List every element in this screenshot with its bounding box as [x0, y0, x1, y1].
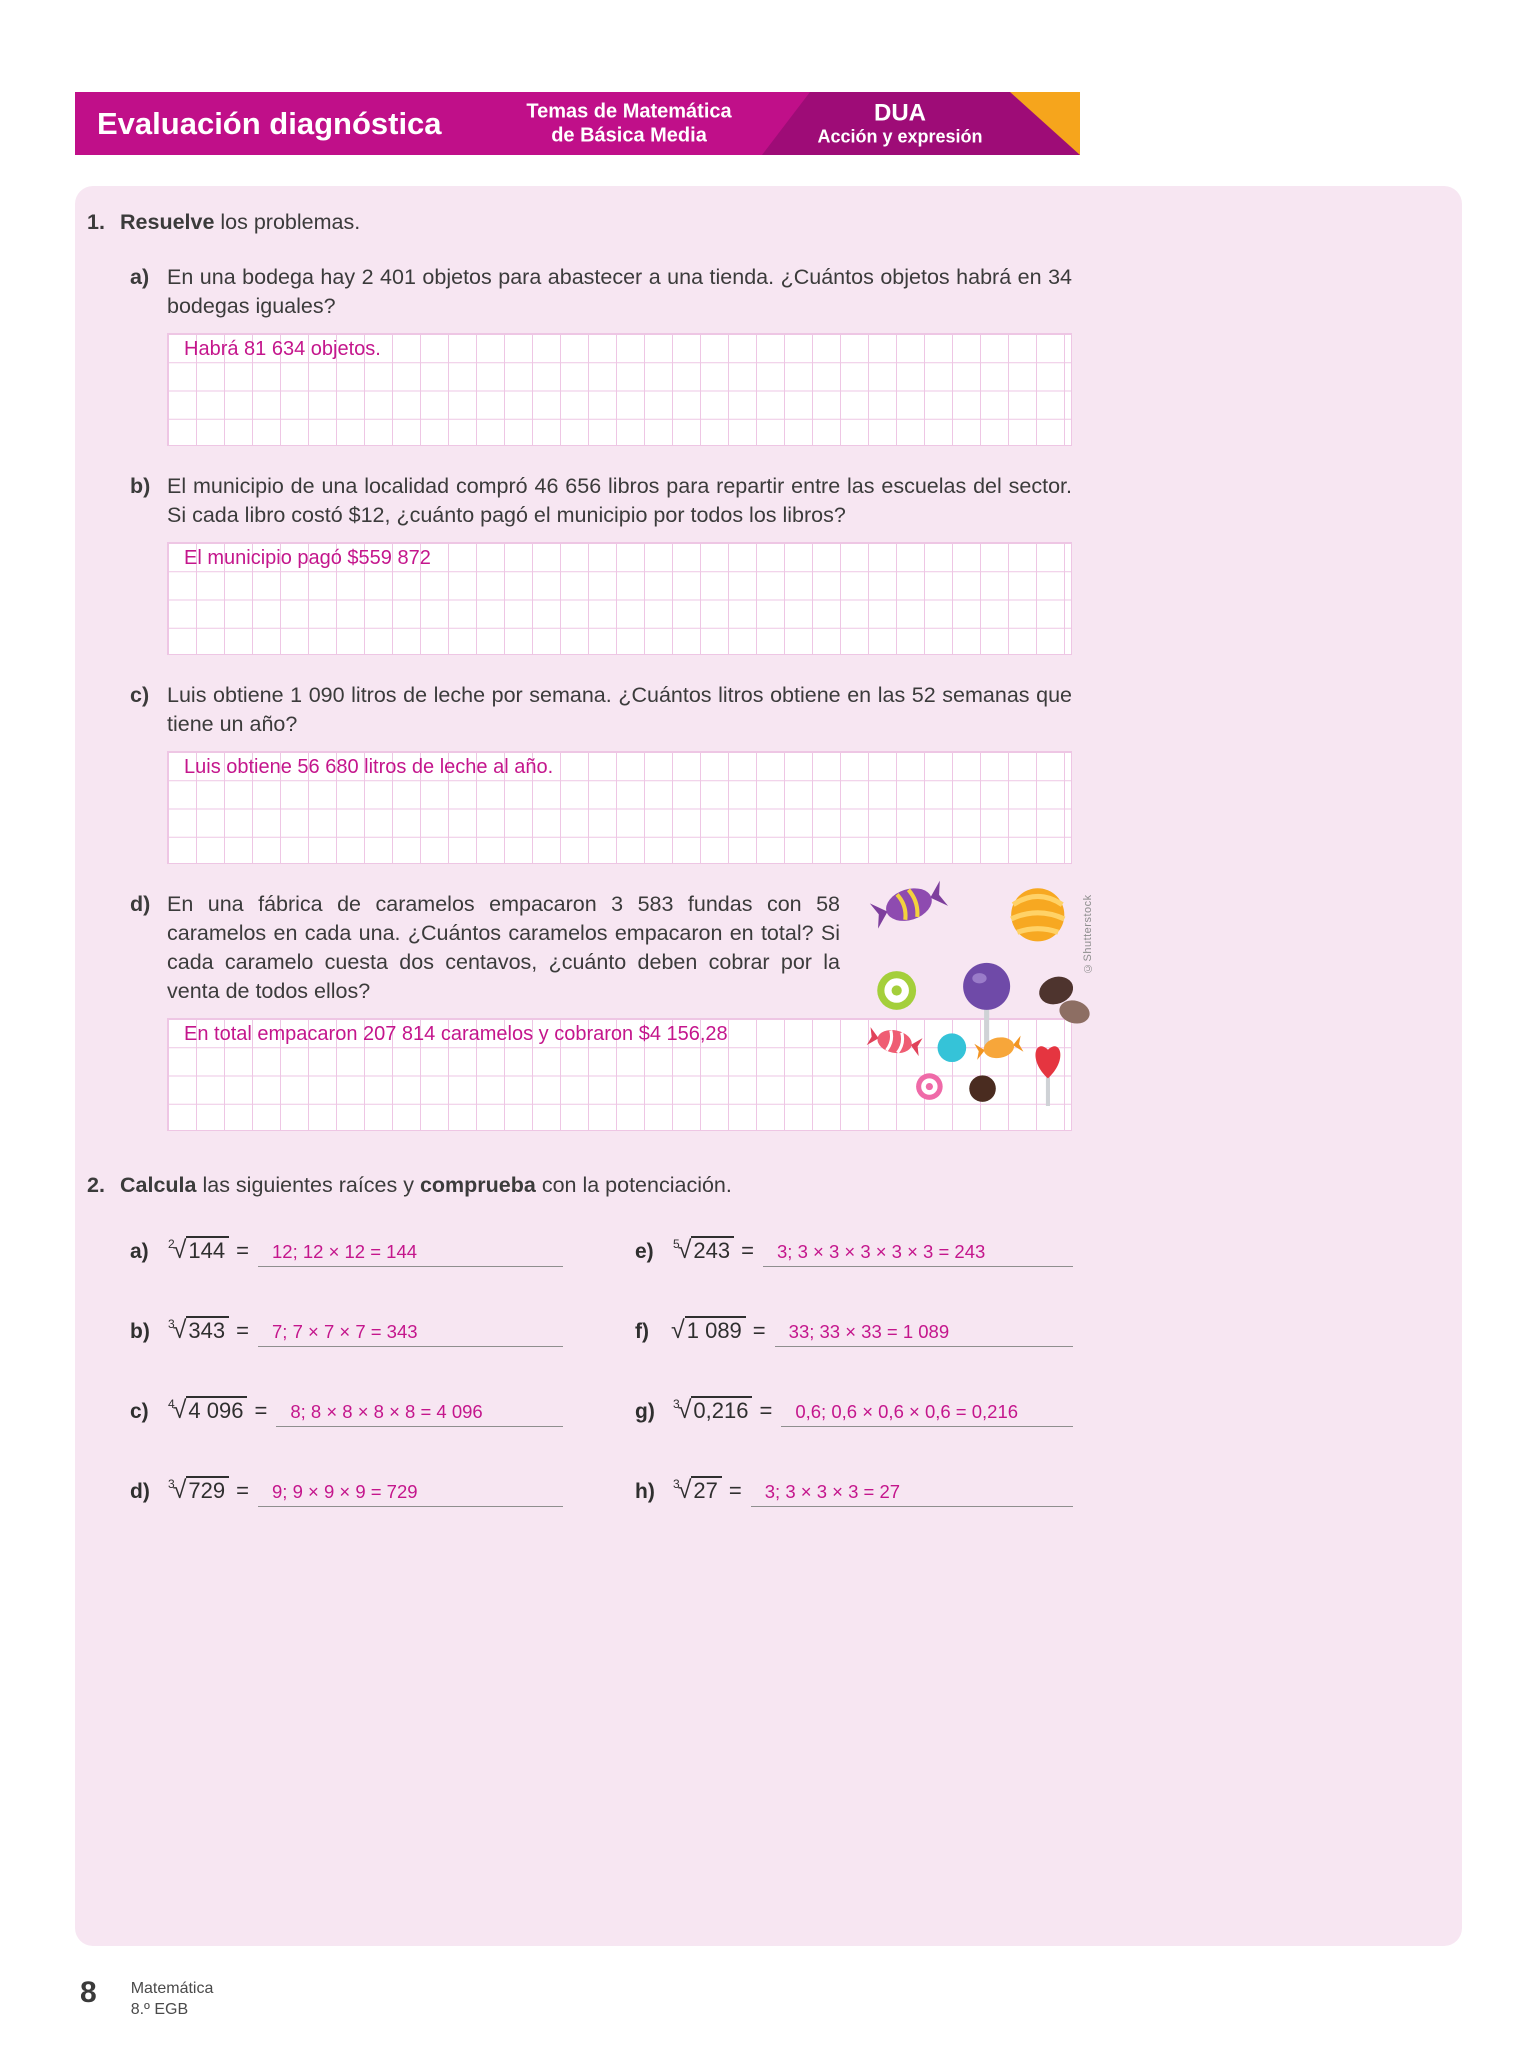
problem-b-answer-grid	[167, 542, 1072, 655]
photo-credit: ©Shutterstock	[1082, 894, 1094, 974]
radicand: 27	[691, 1476, 721, 1503]
radical-sign: √	[172, 1236, 187, 1264]
exercise-h-answer: 3; 3 × 3 × 3 = 27	[751, 1481, 1073, 1507]
exercise-d-label: d)	[130, 1480, 150, 1503]
exercise-g	[635, 1396, 1073, 1438]
section1-heading	[87, 208, 1462, 237]
exercise-c-answer: 8; 8 × 8 × 8 × 8 = 4 096	[276, 1401, 563, 1427]
problem-c-handwritten-answer: Luis obtiene 56 680 litros de leche al año.	[184, 756, 554, 778]
problem-c	[130, 681, 1072, 864]
dua-label: DUA	[874, 98, 926, 126]
exercise-a-label: a)	[130, 1240, 149, 1263]
roots-exercises	[130, 1236, 1462, 1518]
radical-sign: √	[172, 1316, 187, 1344]
footer-grade: 8.º EGB	[130, 2000, 189, 2018]
radicand: 243	[691, 1236, 734, 1263]
exercise-g-label: g)	[635, 1400, 655, 1423]
exercise-b-answer: 7; 7 × 7 × 7 = 343	[258, 1321, 563, 1347]
problem-d-text: En una fábrica de caramelos empacaron 3 583 fundas con 58 caramelos en cada una. ¿Cuántos caramelos empacaron en total? Si cada caramelo cuesta dos centavos, ¿cuánto deben cobrar por la venta de todos ellos?	[167, 892, 840, 1003]
problem-a	[130, 263, 1072, 446]
radicand: 343	[186, 1316, 229, 1343]
dua-badge	[786, 100, 1014, 147]
section1-instruction-rest: los problemas.	[214, 210, 361, 234]
exercise-e-label: e)	[635, 1240, 654, 1263]
exercise-b-label: b)	[130, 1320, 150, 1343]
problem-d-label: d)	[130, 892, 151, 916]
exercise-c-radical	[168, 1396, 247, 1425]
root-index: 3	[673, 1397, 680, 1411]
radicand: 729	[186, 1476, 229, 1503]
root-index: 4	[168, 1397, 175, 1411]
problem-a-answer-grid	[167, 333, 1072, 446]
equals-sign: =	[752, 1318, 766, 1343]
radical-sign: √	[172, 1476, 187, 1504]
exercise-c	[130, 1396, 563, 1438]
exercise-h	[635, 1476, 1073, 1518]
page-title: Evaluación diagnóstica	[97, 106, 442, 141]
problem-a-handwritten-answer: Habrá 81 634 objetos.	[184, 338, 381, 360]
exercise-e	[635, 1236, 1073, 1278]
exercise-h-label: h)	[635, 1480, 655, 1503]
radical-sign: √	[677, 1396, 692, 1424]
exercise-b	[130, 1316, 563, 1358]
radicand: 0,216	[691, 1396, 752, 1423]
equals-sign: =	[236, 1318, 249, 1343]
section2-number: 2.	[87, 1173, 105, 1197]
exercise-a-radical	[168, 1236, 229, 1265]
exercise-e-answer: 3; 3 × 3 × 3 × 3 × 3 = 243	[763, 1241, 1073, 1267]
exercise-a	[130, 1236, 563, 1278]
exercise-f-answer: 33; 33 × 33 = 1 089	[775, 1321, 1073, 1347]
radicand: 4 096	[186, 1396, 247, 1423]
content-panel	[75, 186, 1462, 1946]
exercise-d-radical	[168, 1476, 229, 1505]
subject-line-2: de Básica Media	[551, 124, 707, 147]
radical-sign: √	[671, 1316, 685, 1344]
equals-sign: =	[236, 1478, 249, 1503]
equals-sign: =	[236, 1238, 249, 1263]
exercise-f-label: f)	[635, 1320, 649, 1343]
dua-sublabel: Acción y expresión	[817, 126, 983, 147]
problem-b-handwritten-answer: El municipio pagó $559 872	[184, 547, 431, 569]
radicand: 144	[186, 1236, 229, 1263]
exercise-e-radical	[673, 1236, 734, 1265]
problem-d	[130, 890, 1072, 1131]
root-index: 3	[673, 1477, 680, 1491]
footer-subject-info	[131, 1978, 214, 2021]
section2-heading	[87, 1171, 1462, 1200]
problem-c-answer-grid	[167, 751, 1072, 864]
exercise-f	[635, 1316, 1073, 1358]
section2-instruction-end: con la potenciación.	[535, 1173, 732, 1197]
subject-banner-text	[513, 99, 745, 148]
section1-number: 1.	[87, 210, 105, 234]
page-footer	[80, 1978, 213, 2021]
problem-c-label: c)	[130, 683, 150, 707]
exercise-d-answer: 9; 9 × 9 × 9 = 729	[258, 1481, 563, 1507]
equals-sign: =	[759, 1398, 773, 1423]
problem-a-label: a)	[130, 265, 150, 289]
exercise-d	[130, 1476, 563, 1518]
exercise-f-radical	[673, 1316, 746, 1345]
exercises-left-column	[130, 1236, 563, 1518]
root-index: 3	[168, 1317, 175, 1331]
page-number: 8	[80, 1976, 97, 2009]
exercise-g-radical	[673, 1396, 752, 1425]
exercise-h-radical	[673, 1476, 722, 1505]
exercise-b-radical	[168, 1316, 229, 1345]
exercise-a-answer: 12; 12 × 12 = 144	[258, 1241, 563, 1267]
exercise-g-answer: 0,6; 0,6 × 0,6 × 0,6 = 0,216	[781, 1401, 1073, 1427]
equals-sign: =	[254, 1398, 268, 1423]
equals-sign: =	[741, 1238, 754, 1263]
problem-b-label: b)	[130, 474, 151, 498]
root-index: 3	[168, 1477, 175, 1491]
equals-sign: =	[728, 1478, 742, 1503]
problem-b	[130, 472, 1072, 655]
exercises-right-column	[635, 1236, 1073, 1518]
problem-d-handwritten-answer: En total empacaron 207 814 caramelos y cobraron $4 156,28	[184, 1023, 728, 1045]
exercise-c-label: c)	[130, 1400, 149, 1423]
candy-illustration	[866, 876, 1096, 1106]
header-banner	[75, 92, 1080, 155]
radical-sign: √	[677, 1476, 692, 1504]
subject-line-1: Temas de Matemática	[526, 100, 732, 123]
radical-sign: √	[172, 1396, 187, 1424]
problem-c-text: Luis obtiene 1 090 litros de leche por semana. ¿Cuántos litros obtiene en las 52 semanas que tiene un año?	[167, 683, 1072, 736]
section2-instruction-bold2: comprueba	[419, 1173, 536, 1197]
section2-instruction-bold1: Calcula	[120, 1173, 197, 1197]
footer-subject: Matemática	[130, 1980, 214, 1997]
root-index: 2	[168, 1237, 175, 1251]
section2-instruction-mid: las siguientes raíces y	[196, 1173, 420, 1197]
radicand: 1 089	[685, 1316, 746, 1343]
problem-a-text: En una bodega hay 2 401 objetos para abastecer a una tienda. ¿Cuántos objetos habrá en 34 bodegas iguales?	[167, 265, 1072, 318]
root-index: 5	[673, 1237, 680, 1251]
problem-b-text: El municipio de una localidad compró 46 656 libros para repartir entre las escuelas del sector. Si cada libro costó $12, ¿cuánto pagó el municipio por todos los libros?	[167, 474, 1072, 527]
radical-sign: √	[677, 1236, 692, 1264]
section1-instruction-bold: Resuelve	[120, 210, 215, 234]
